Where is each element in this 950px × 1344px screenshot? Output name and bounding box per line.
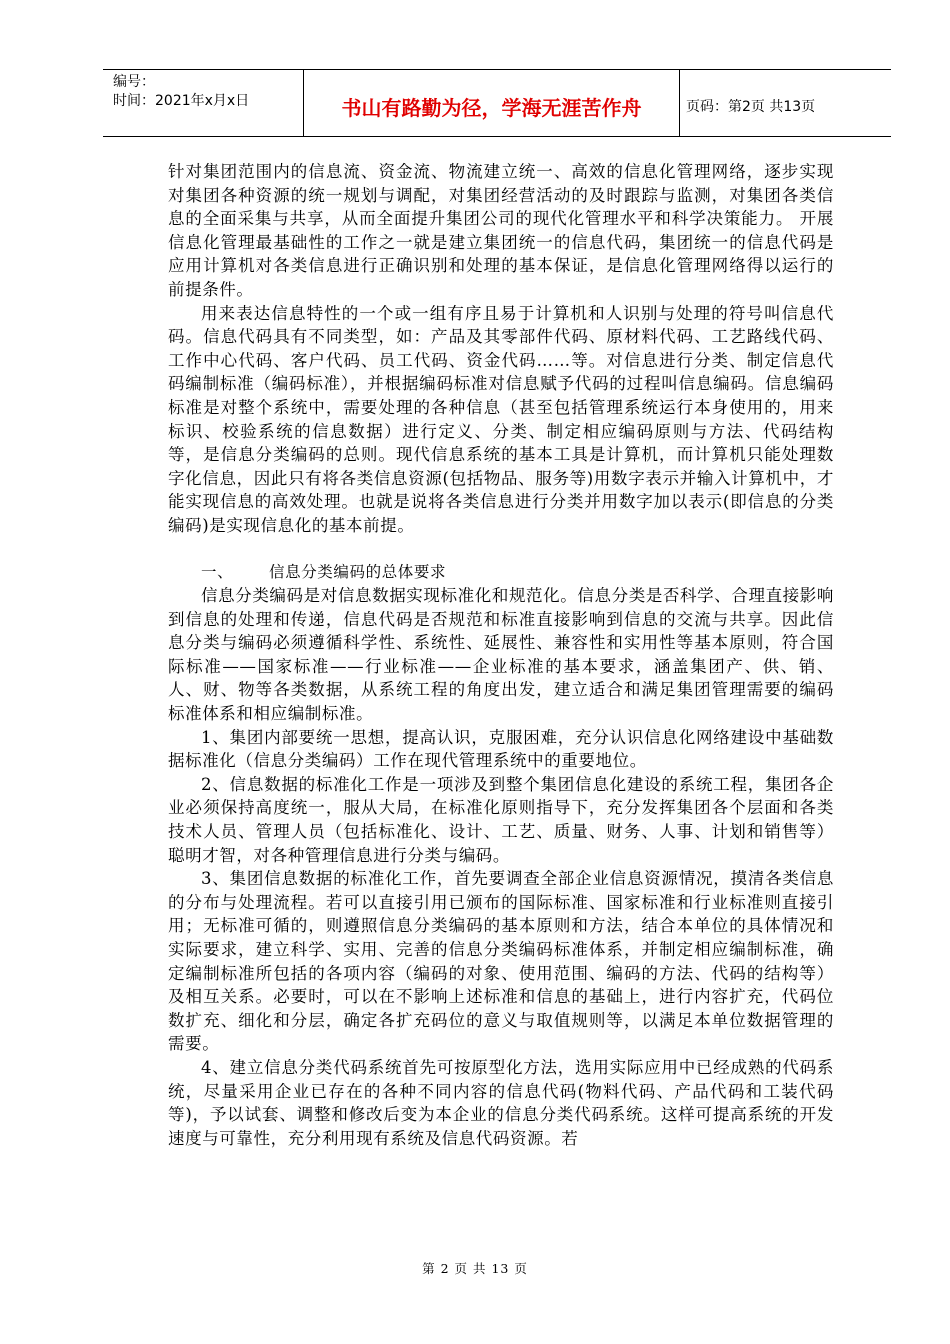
section-number: 一、	[201, 562, 234, 581]
code-label: 编号：	[113, 74, 155, 90]
body-paragraph: 2、信息数据的标准化工作是一项涉及到整个集团信息化建设的系统工程，集团各企业必须保持高度统一，服从大局，在标准化原则指导下，充分发挥集团各个层面和各类技术人员、管理人员（包括标准化、设计、工艺、质量、财务、人事、计划和销售等）聪明才智，对各种管理信息进行分类与编码。	[168, 774, 834, 865]
body-paragraph: 用来表达信息特性的一个或一组有序且易于计算机和人识别与处理的符号叫信息代码。信息代码具有不同类型，如：产品及其零部件代码、原材料代码、工艺路线代码、工作中心代码、客户代码、员工代码、资金代码……等。对信息进行分类、制定信息代码编制标准（编码标准），并根据编码标准对信息赋予代码的过程叫信息编码。信息编码标准是对整个系统中，需要处理的各种信息（甚至包括管理系统运行本身使用的，用来标识、校验系统的信息数据）进行定义、分类、制定相应编码原则与方法、代码结构等，是信息分类编码的总则。现代信息系统的基本工具是计算机，而计算机只能处理数字化信息，因此只有将各类信息资源(包括物品、服务等)用数字表示并输入计算机中，才能实现信息的高效处理。也就是说将各类信息进行分类并用数字加以表示(即信息的分类编码)是实现信息化的基本前提。	[168, 303, 834, 535]
page-header	[103, 69, 891, 137]
header-left-cell	[103, 70, 304, 136]
header-page-info: 页码：第2页 共13页	[686, 99, 816, 115]
page-footer: 第 2 页 共 13 页	[422, 1261, 528, 1276]
section-heading	[201, 561, 834, 585]
document-body	[168, 160, 834, 1150]
body-paragraph: 1、集团内部要统一思想，提高认识，克服困难，充分认识信息化网络建设中基础数据标准化（信息分类编码）工作在现代管理系统中的重要地位。	[168, 727, 834, 771]
header-motto: 书山有路勤为径，学海无涯苦作舟	[304, 70, 680, 136]
spacer	[168, 538, 834, 561]
body-paragraph: 针对集团范围内的信息流、资金流、物流建立统一、高效的信息化管理网络，逐步实现对集团各种资源的统一规划与调配，对集团经营活动的及时跟踪与监测，对集团各类信息的全面采集与共享，从而全面提升集团公司的现代化管理水平和科学决策能力。 开展信息化管理最基础性的工作之一就是建立集团统一的信息代码，集团统一的信息代码是应用计算机对各类信息进行正确识别和处理的基本保证，是信息化管理网络得以运行的前提条件。	[168, 162, 834, 299]
time-label: 时间：2021年x月x日	[113, 93, 250, 109]
section-title: 信息分类编码的总体要求	[269, 562, 447, 581]
body-paragraph: 3、集团信息数据的标准化工作，首先要调查全部企业信息资源情况，摸清各类信息的分布与处理流程。若可以直接引用已颁布的国际标准、国家标准和行业标准则直接引用；无标准可循的，则遵照信息分类编码的基本原则和方法，结合本单位的具体情况和实际要求，建立科学、实用、完善的信息分类编码标准体系，并制定相应编制标准，确定编制标准所包括的各项内容（编码的对象、使用范围、编码的方法、代码的结构等）及相互关系。必要时，可以在不影响上述标准和信息的基础上，进行内容扩充，代码位数扩充、细化和分层，确定各扩充码位的意义与取值规则等，以满足本单位数据管理的需要。	[168, 869, 834, 1054]
body-paragraph: 4、建立信息分类代码系统首先可按原型化方法，选用实际应用中已经成熟的代码系统，尽量采用企业已存在的各种不同内容的信息代码(物料代码、产品代码和工装代码等)，予以试套、调整和修改后变为本企业的信息分类代码系统。这样可提高系统的开发速度与可靠性，充分利用现有系统及信息代码资源。若	[168, 1057, 834, 1148]
body-paragraph: 信息分类编码是对信息数据实现标准化和规范化。信息分类是否科学、合理直接影响到信息的处理和传递，信息代码是否规范和标准直接影响到信息的交流与共享。因此信息分类与编码必须遵循科学性、系统性、延展性、兼容性和实用性等基本原则，符合国际标准——国家标准——行业标准——企业标准的基本要求，涵盖集团产、供、销、人、财、物等各类数据，从系统工程的角度出发，建立适合和满足集团管理需要的编码标准体系和相应编制标准。	[168, 586, 834, 724]
